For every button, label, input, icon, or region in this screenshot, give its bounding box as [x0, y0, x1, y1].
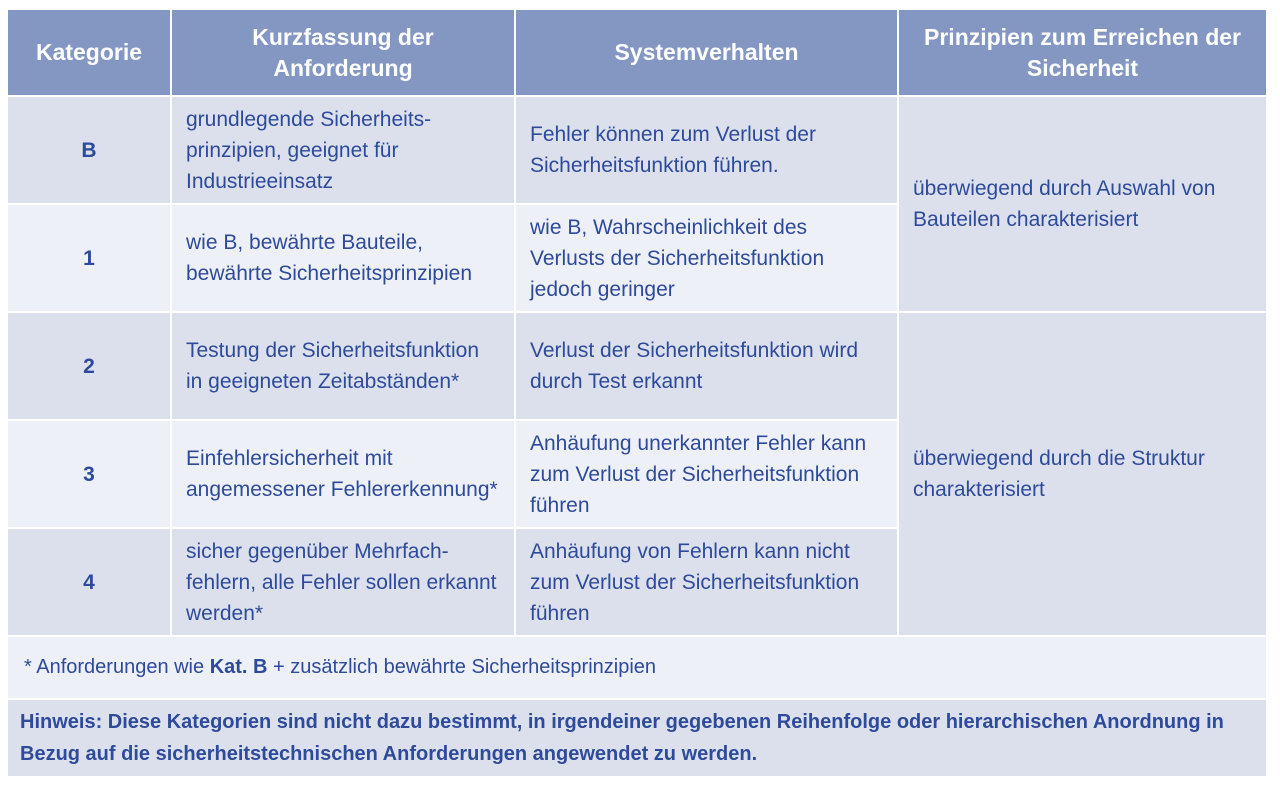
anforderung-cell: Testung der Sicherheitsfunktion in geeigneten Zeitabständen*: [172, 313, 514, 419]
header-kurzfassung: Kurzfassung der Anforderung: [172, 10, 514, 95]
table-header-row: [8, 10, 1266, 95]
prinzipien-cell-bauteile: überwiegend durch Auswahl von Bauteilen charakterisiert: [899, 97, 1266, 311]
footnote: [8, 637, 1266, 698]
header-kategorie: Kategorie: [8, 10, 170, 95]
footnote-prefix: * Anforderungen wie: [24, 656, 210, 678]
safety-categories-table: [6, 8, 1268, 637]
anforderung-cell: Einfehlersicherheit mit angemessener Fehlererkennung*: [172, 421, 514, 527]
header-systemverhalten: Systemverhalten: [516, 10, 897, 95]
anforderung-cell: grundlegende Sicherheits-prinzipien, geeignet für Industrieeinsatz: [172, 97, 514, 203]
kategorie-cell: 4: [8, 529, 170, 635]
table-row: [8, 313, 1266, 419]
kategorie-cell: B: [8, 97, 170, 203]
kategorie-cell: 3: [8, 421, 170, 527]
hinweis-note: Hinweis: Diese Kategorien sind nicht dazu bestimmt, in irgendeiner gegebenen Reihenfolge oder hierarchischen Anordnung in Bezug auf die sicherheitstechnischen Anforderungen angewendet zu werden.: [8, 700, 1266, 776]
anforderung-cell: sicher gegenüber Mehrfach-fehlern, alle Fehler sollen erkannt werden*: [172, 529, 514, 635]
kategorie-cell: 2: [8, 313, 170, 419]
systemverhalten-cell: Fehler können zum Verlust der Sicherheitsfunktion führen.: [516, 97, 897, 203]
anforderung-cell: wie B, bewährte Bauteile, bewährte Sicherheitsprinzipien: [172, 205, 514, 311]
kategorie-cell: 1: [8, 205, 170, 311]
footnote-suffix: + zusätzlich bewährte Sicherheitsprinzipien: [267, 656, 657, 678]
table-row: [8, 97, 1266, 203]
footnote-bold-kat-b: Kat. B: [209, 656, 268, 678]
systemverhalten-cell: Verlust der Sicherheitsfunktion wird durch Test erkannt: [516, 313, 897, 419]
safety-categories-table-container: [8, 10, 1266, 776]
systemverhalten-cell: wie B, Wahrscheinlichkeit des Verlusts der Sicherheitsfunktion jedoch geringer: [516, 205, 897, 311]
systemverhalten-cell: Anhäufung unerkannter Fehler kann zum Verlust der Sicherheitsfunktion führen: [516, 421, 897, 527]
systemverhalten-cell: Anhäufung von Fehlern kann nicht zum Verlust der Sicherheitsfunktion führen: [516, 529, 897, 635]
prinzipien-cell-struktur: überwiegend durch die Struktur charakterisiert: [899, 313, 1266, 635]
header-prinzipien: Prinzipien zum Erreichen der Sicherheit: [899, 10, 1266, 95]
